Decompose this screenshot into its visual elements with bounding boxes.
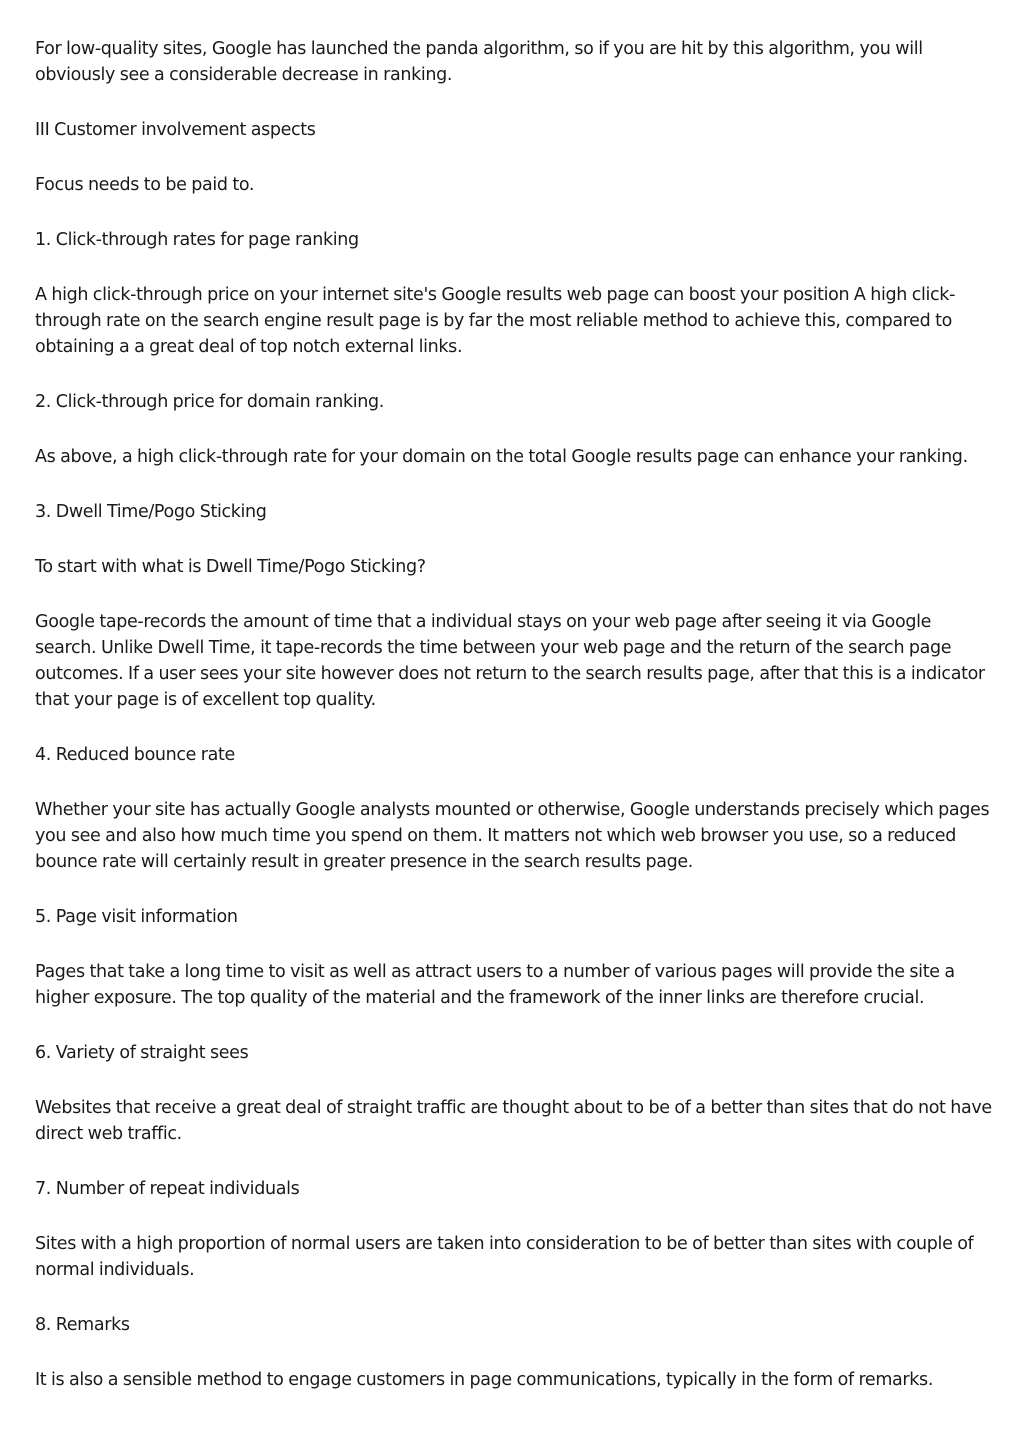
item-heading-2: 2. Click-through price for domain ranking. xyxy=(35,392,385,412)
item-body-1: A high click-through price on your internet site's Google results web page can boost your position A high click-through rate on the search engine result page is by far the most reliable method to achieve this, compared to obtaining a a great deal of top notch external links. xyxy=(35,285,956,357)
item-question-3: To start with what is Dwell Time/Pogo Sticking? xyxy=(35,557,426,577)
item-body-7: Sites with a high proportion of normal users are taken into consideration to be of better than sites with couple of normal individuals. xyxy=(35,1234,974,1280)
item-body-3: Google tape-records the amount of time that a individual stays on your web page after seeing it via Google search. Unlike Dwell Time, it tape-records the time between your web page and the return of the search page outcomes. If a user sees your site however does not return to the search results page, after that this is a indicator that your page is of excellent top quality. xyxy=(35,612,985,710)
item-heading-5: 5. Page visit information xyxy=(35,907,238,927)
item-body-2: As above, a high click-through rate for your domain on the total Google results page can enhance your ranking. xyxy=(35,447,968,467)
item-heading-3: 3. Dwell Time/Pogo Sticking xyxy=(35,502,267,522)
item-body-6: Websites that receive a great deal of straight traffic are thought about to be of a better than sites that do not have direct web traffic. xyxy=(35,1098,992,1144)
section-heading: III Customer involvement aspects xyxy=(35,120,316,140)
item-heading-8: 8. Remarks xyxy=(35,1315,130,1335)
section-intro: Focus needs to be paid to. xyxy=(35,175,255,195)
intro-paragraph: For low-quality sites, Google has launched the panda algorithm, so if you are hit by this algorithm, you will obviously see a considerable decrease in ranking. xyxy=(35,39,923,85)
item-heading-4: 4. Reduced bounce rate xyxy=(35,745,235,765)
item-heading-7: 7. Number of repeat individuals xyxy=(35,1179,300,1199)
item-body-4: Whether your site has actually Google analysts mounted or otherwise, Google understands precisely which pages you see and also how much time you spend on them. It matters not which web browser you use, so a reduced bounce rate will certainly result in greater presence in the search results page. xyxy=(35,800,990,872)
item-body-5: Pages that take a long time to visit as well as attract users to a number of various pages will provide the site a higher exposure. The top quality of the material and the framework of the inner links are therefore crucial. xyxy=(35,962,955,1008)
item-heading-1: 1. Click-through rates for page ranking xyxy=(35,230,359,250)
item-heading-6: 6. Variety of straight sees xyxy=(35,1043,249,1063)
document-body xyxy=(35,36,995,1422)
item-body-8: It is also a sensible method to engage customers in page communications, typically in the form of remarks. xyxy=(35,1370,934,1390)
